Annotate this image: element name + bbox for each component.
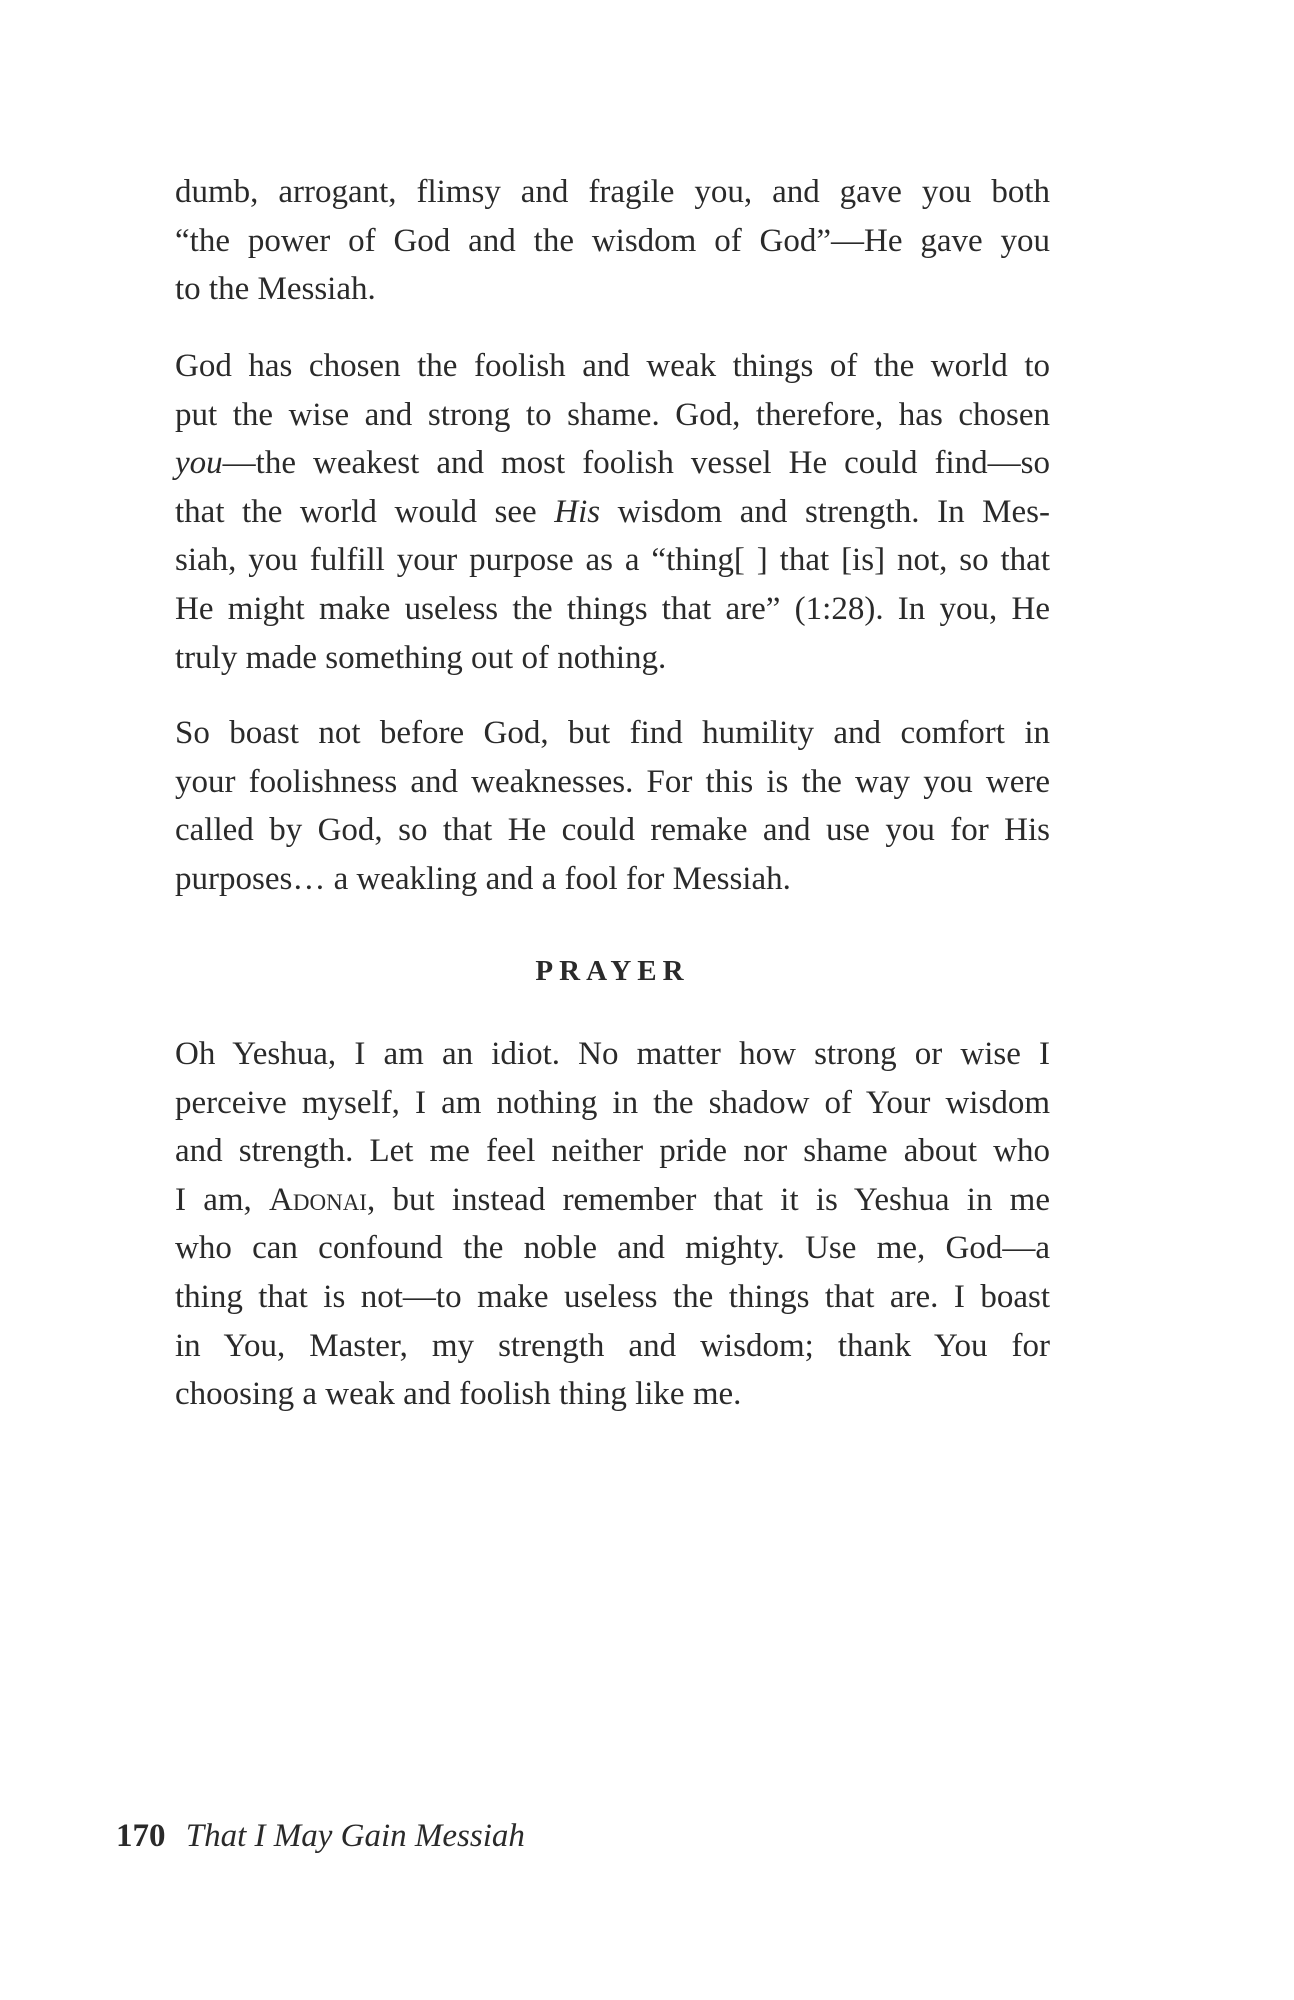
text-line: truly made something out of nothing. <box>175 639 667 676</box>
text-line: called by God, so that He could remake and use you for His <box>175 812 1050 849</box>
text-line: put the wise and strong to shame. God, therefore, has chosen <box>175 396 1050 433</box>
prayer-paragraph <box>175 1030 1050 1419</box>
text-line: and strength. Let me feel neither pride nor shame about who <box>175 1133 1050 1170</box>
emphasis-you: you <box>175 445 223 482</box>
text-fragment: —the weakest and most foolish vessel He could find—so <box>222 445 1050 482</box>
text-line: who can confound the noble and mighty. Use me, God—a <box>175 1230 1050 1267</box>
text-line: to the Messiah. <box>175 271 376 308</box>
text-line: He might make useless the things that are” (1:28). In you, He <box>175 590 1050 627</box>
text-fragment: wisdom and strength. In Mes- <box>600 493 1050 530</box>
prayer-heading: PRAYER <box>535 955 690 987</box>
text-line: your foolishness and weaknesses. For this is the way you were <box>175 763 1050 800</box>
text-line: “the power of God and the wisdom of God”—He gave you <box>175 222 1050 259</box>
text-fragment: that the world would see <box>175 493 555 530</box>
text-line: choosing a weak and foolish thing like me. <box>175 1376 742 1413</box>
page-number: 170 <box>116 1818 166 1854</box>
text-line: purposes… a weakling and a fool for Messiah. <box>175 860 791 897</box>
page-footer <box>116 1818 525 1855</box>
text-line: siah, you fulfill your purpose as a “thing[ ] that [is] not, so that <box>175 542 1050 579</box>
text-line <box>175 488 1050 537</box>
book-title: That I May Gain Messiah <box>185 1818 525 1854</box>
text-fragment: I am, <box>175 1181 270 1218</box>
text-line: in You, Master, my strength and wisdom; thank You for <box>175 1327 1050 1364</box>
text-fragment: , but instead remember that it is Yeshua in me <box>366 1181 1050 1218</box>
text-line: So boast not before God, but find humility and comfort in <box>175 715 1050 751</box>
text-line: thing that is not—to make useless the things that are. I boast <box>175 1278 1050 1315</box>
paragraph-boast <box>175 709 1050 903</box>
text-line: God has chosen the foolish and weak things of the world to <box>175 348 1050 384</box>
text-line: perceive myself, I am nothing in the shadow of Your wisdom <box>175 1084 1050 1121</box>
emphasis-his: His <box>554 493 601 530</box>
paragraph-chosen <box>175 342 1050 682</box>
paragraph-continuation <box>175 168 1050 314</box>
text-line <box>175 439 1050 488</box>
divine-name: Adonai <box>269 1181 367 1218</box>
text-line: dumb, arrogant, flimsy and fragile you, and gave you both <box>175 174 1050 210</box>
text-line <box>175 1176 1050 1225</box>
text-line: Oh Yeshua, I am an idiot. No matter how strong or wise I <box>175 1036 1050 1072</box>
